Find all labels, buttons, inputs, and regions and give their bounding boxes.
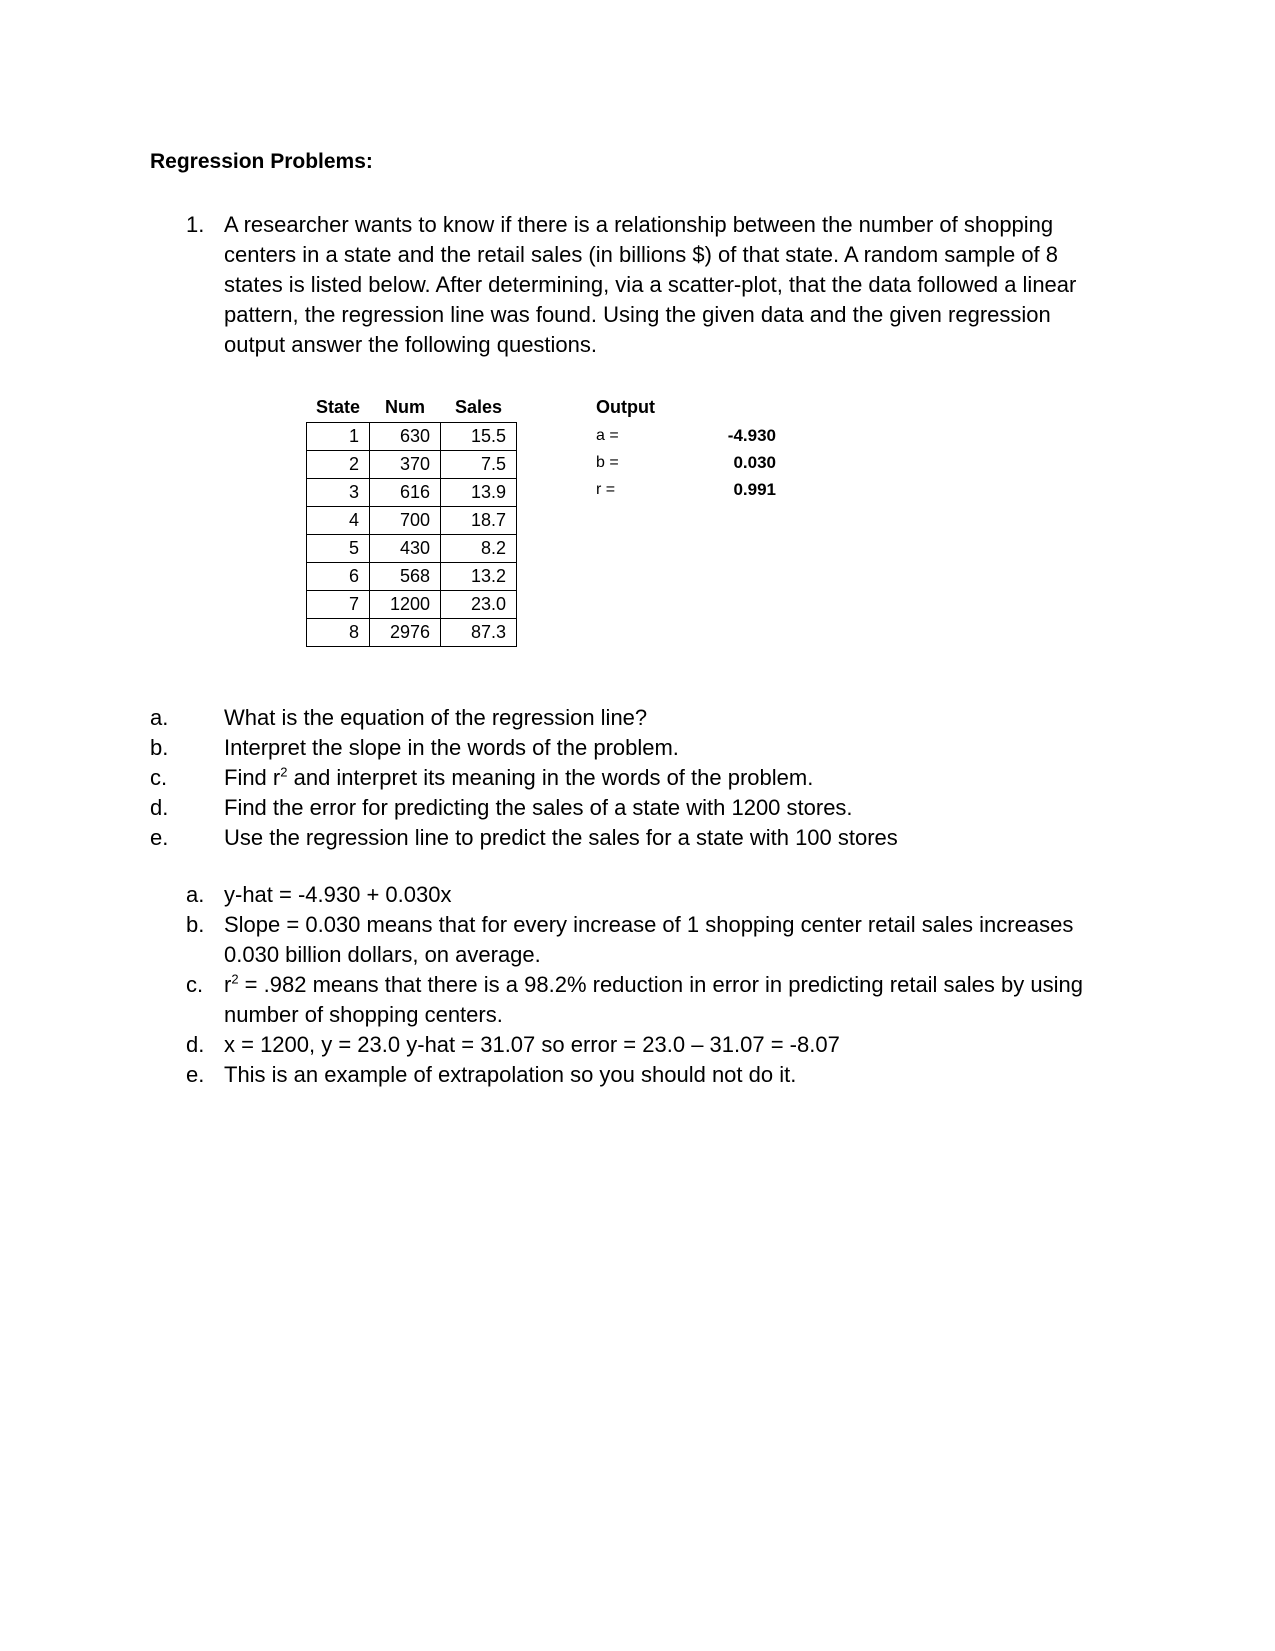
sales-cell: 87.3 (441, 619, 517, 647)
table-row (307, 535, 517, 563)
table-row (307, 591, 517, 619)
question-text: Find the error for predicting the sales of a state with 1200 stores. (224, 795, 853, 820)
num-cell: 1200 (370, 591, 441, 619)
answer-letter: e. (186, 1062, 205, 1087)
page-title: Regression Problems: (150, 150, 373, 173)
question-letter: a. (150, 705, 169, 730)
output-value: 0.991 (733, 480, 776, 499)
answer-item (186, 1060, 1106, 1090)
answer-item (186, 1030, 1106, 1060)
question-letter: b. (150, 735, 169, 760)
problem-number: 1. (186, 212, 205, 237)
output-heading: Output (596, 397, 655, 417)
table-row (307, 619, 517, 647)
table-row (307, 423, 517, 451)
answer-letter: c. (186, 972, 204, 997)
answer-item (186, 880, 1106, 910)
state-cell: 8 (307, 619, 370, 647)
answer-text: y-hat = -4.930 + 0.030x (224, 882, 452, 907)
question-letter: e. (150, 825, 169, 850)
answer-letter: a. (186, 882, 205, 907)
question-letter: c. (150, 765, 168, 790)
sales-cell: 8.2 (441, 535, 517, 563)
sales-cell: 7.5 (441, 451, 517, 479)
answer-text-part: r (224, 972, 232, 997)
answer-text (224, 970, 1104, 1030)
sales-cell: 23.0 (441, 591, 517, 619)
answer-text: This is an example of extrapolation so you should not do it. (224, 1062, 797, 1087)
num-cell: 616 (370, 479, 441, 507)
answer-list (186, 880, 1106, 1090)
column-header-num: Num (385, 396, 425, 417)
state-cell: 7 (307, 591, 370, 619)
num-cell: 630 (370, 423, 441, 451)
num-cell: 2976 (370, 619, 441, 647)
output-label: r = (596, 481, 616, 498)
state-cell: 2 (307, 451, 370, 479)
sales-cell: 15.5 (441, 423, 517, 451)
output-value: -4.930 (727, 426, 776, 445)
question-text: Use the regression line to predict the sales for a state with 100 stores (224, 825, 898, 850)
num-cell: 700 (370, 507, 441, 535)
answer-text-part: = .982 means that there is a 98.2% reduction in error in predicting retail sales by using number of shopping centers. (224, 972, 1083, 1027)
question-letter: d. (150, 795, 169, 820)
question-text: What is the equation of the regression line? (224, 705, 648, 730)
output-row (596, 449, 776, 476)
state-cell: 6 (307, 563, 370, 591)
table-row (307, 451, 517, 479)
output-row (596, 422, 776, 449)
table-row (307, 563, 517, 591)
output-label: a = (596, 427, 619, 444)
state-cell: 1 (307, 423, 370, 451)
answer-letter: b. (186, 912, 205, 937)
output-value: 0.030 (733, 453, 776, 472)
num-cell: 568 (370, 563, 441, 591)
sales-cell: 13.9 (441, 479, 517, 507)
table-row (307, 507, 517, 535)
output-row (596, 476, 776, 503)
data-table (306, 392, 517, 647)
answer-text: Slope = 0.030 means that for every increase of 1 shopping center retail sales increases 0.030 billion dollars, on average. (224, 912, 1074, 967)
question-text: Interpret the slope in the words of the problem. (224, 735, 679, 760)
state-cell: 5 (307, 535, 370, 563)
answer-item (186, 970, 1106, 1030)
num-cell: 430 (370, 535, 441, 563)
question-text (224, 763, 813, 793)
answer-letter: d. (186, 1032, 205, 1057)
output-label: b = (596, 454, 619, 471)
state-cell: 4 (307, 507, 370, 535)
sales-cell: 13.2 (441, 563, 517, 591)
superscript: 2 (280, 764, 288, 780)
regression-output (596, 392, 776, 503)
state-cell: 3 (307, 479, 370, 507)
superscript: 2 (231, 971, 239, 987)
question-text-part: Find r (224, 765, 281, 790)
question-text-part: and interpret its meaning in the words of the problem. (287, 765, 814, 790)
sales-cell: 18.7 (441, 507, 517, 535)
problem-text: A researcher wants to know if there is a relationship between the number of shopping centers in a state and the retail sales (in billions $) of that state. A random sample of 8 states is listed below. After determining, via a scatter-plot, that the data followed a linear pattern, the regression line was found. Using the given data and the given regression output answer the following questions. (224, 212, 1077, 357)
column-header-state: State (315, 396, 360, 417)
table-row (307, 479, 517, 507)
column-header-sales: Sales (454, 396, 503, 417)
answer-item (186, 910, 1106, 970)
num-cell: 370 (370, 451, 441, 479)
answer-text: x = 1200, y = 23.0 y-hat = 31.07 so error = 23.0 – 31.07 = -8.07 (224, 1032, 840, 1057)
